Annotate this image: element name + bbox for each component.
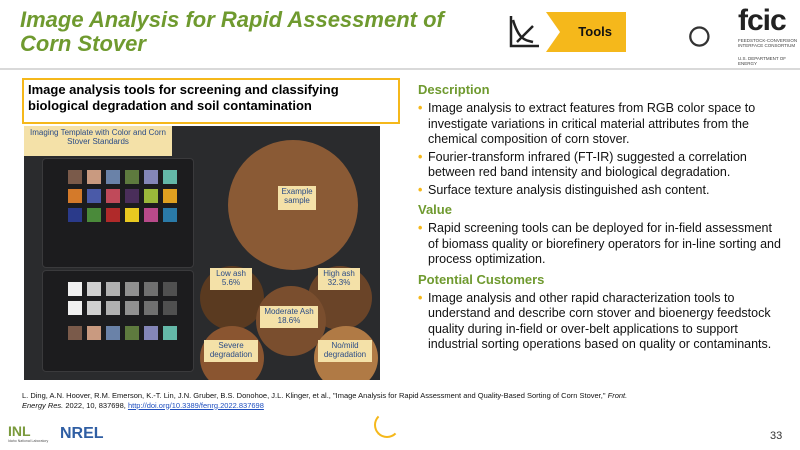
citation-journal: Front. Energy Res. — [22, 391, 628, 410]
color-swatch — [125, 189, 139, 203]
citation-details: 2022, 10, 837698, — [65, 400, 126, 410]
right-column — [418, 82, 784, 357]
gray-swatch — [125, 282, 139, 296]
color-swatch — [163, 326, 177, 340]
color-swatch — [68, 326, 82, 340]
color-swatch — [106, 170, 120, 184]
nrel-logo: NREL — [60, 425, 104, 442]
header-divider — [0, 68, 800, 70]
color-swatch — [144, 189, 158, 203]
color-swatch — [163, 189, 177, 203]
gray-swatch — [163, 282, 177, 296]
gray-swatch — [106, 301, 120, 315]
page-number: 33 — [770, 430, 783, 442]
color-swatch — [144, 326, 158, 340]
mild-label: No/mild degradation — [318, 340, 372, 362]
color-swatch — [125, 208, 139, 222]
color-swatch — [125, 170, 139, 184]
gray-swatch — [125, 301, 139, 315]
color-swatch — [106, 189, 120, 203]
gray-swatch — [144, 282, 158, 296]
severe-label: Severe degradation — [204, 340, 258, 362]
gray-swatch — [87, 282, 101, 296]
gray-swatch — [163, 301, 177, 315]
gray-swatch — [144, 301, 158, 315]
inl-logo-text: INL — [8, 423, 31, 439]
customers-list — [418, 291, 784, 353]
color-swatch — [163, 208, 177, 222]
example-sample-label: Example sample — [278, 186, 316, 210]
value-list — [418, 221, 784, 268]
color-swatch — [87, 189, 101, 203]
inl-logo — [8, 423, 48, 443]
citation — [22, 391, 642, 410]
color-swatch — [144, 170, 158, 184]
inl-logo-subtext: Idaho National Laboratory — [8, 439, 49, 443]
color-swatch — [106, 326, 120, 340]
color-swatch — [87, 170, 101, 184]
color-swatch — [68, 189, 82, 203]
color-swatch — [106, 208, 120, 222]
gray-swatch — [106, 282, 120, 296]
citation-link[interactable]: http://doi.org/10.3389/fenrg.2022.837698 — [127, 400, 264, 410]
description-heading: Description — [418, 82, 490, 97]
list-item: • Image analysis to extract features from RGB color space to investigate variations in critical material attributes from the chemical composition of corn stover. — [418, 101, 784, 148]
decorative-arc — [374, 412, 400, 438]
logo-dept: U.S. DEPARTMENT OF ENERGY — [738, 56, 787, 66]
logo-subtitle: FEEDSTOCK-CONVERSION INTERFACE CONSORTIUM — [738, 38, 798, 48]
tab-notch — [546, 12, 560, 52]
customers-heading: Potential Customers — [418, 271, 545, 287]
list-item: • Surface texture analysis distinguished ash content. — [418, 183, 784, 199]
slide-title: Image Analysis for Rapid Assessment of Corn Stover — [20, 7, 444, 56]
subheading-box: Image analysis tools for screening and classifying biological degradation and soil contamination — [22, 78, 400, 124]
sample-photo — [24, 126, 380, 380]
template-label: Imaging Template with Color and Corn Stover Standards — [24, 126, 172, 156]
list-item: • Rapid screening tools can be deployed for in-field assessment of biomass quality or biorefinery operators for in-line sorting and process optimization. — [418, 221, 784, 268]
color-swatch — [68, 208, 82, 222]
color-swatch — [87, 208, 101, 222]
moderate-ash-label: Moderate Ash 18.6% — [260, 306, 318, 328]
value-heading: Value — [418, 202, 452, 217]
low-ash-label: Low ash 5.6% — [210, 268, 252, 290]
chart-icon — [503, 12, 543, 52]
color-swatch — [163, 170, 177, 184]
citation-text: L. Ding, A.N. Hoover, R.M. Emerson, K.-T. Lin, J.N. Gruber, B.S. Donohoe, J.L. Klinger, et al., "Image Analysis for Rapid Assessment and Quality-Based Sorting of Corn Stover," — [22, 391, 606, 400]
tools-tab-label: Tools — [578, 24, 612, 39]
description-list — [418, 101, 784, 198]
color-swatch — [87, 326, 101, 340]
color-swatch — [68, 170, 82, 184]
list-item: • Fourier-transform infrared (FT-IR) suggested a correlation between red band intensity and biological degradation. — [418, 150, 784, 181]
color-swatch — [144, 208, 158, 222]
high-ash-label: High ash 32.3% — [318, 268, 360, 290]
color-swatch — [125, 326, 139, 340]
gray-swatch — [68, 282, 82, 296]
gray-swatch — [68, 301, 82, 315]
fcic-logo-icon — [688, 8, 738, 66]
logo-text: fcic — [738, 4, 786, 37]
list-item: • Image analysis and other rapid characterization tools to understand and describe corn stover and bioenergy feedstock quality during in-field or over-belt applications to support industrial sorting operations based on quality or contaminants. — [418, 291, 784, 353]
gray-swatch — [87, 301, 101, 315]
